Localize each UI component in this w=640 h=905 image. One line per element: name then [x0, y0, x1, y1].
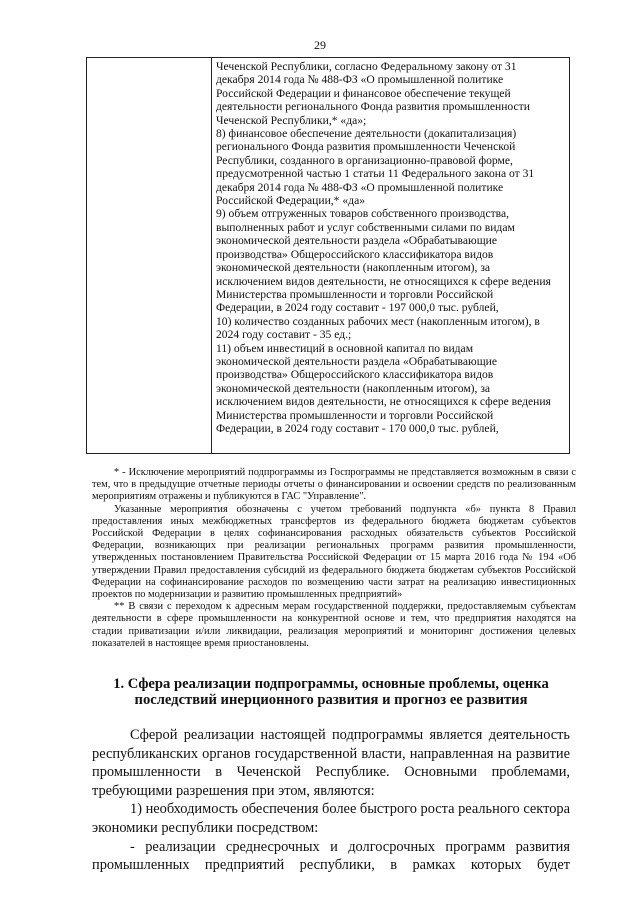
- table-text-line: регионального Фонда развития промышленности Чеченской: [216, 140, 516, 154]
- table-text-line: производства» Общероссийского классификатора видов: [216, 247, 494, 261]
- table-text-line: предусмотренной частью 1 статьи 11 Федерального закона от 31: [216, 167, 535, 181]
- table-text-line: 11) объем инвестиций в основной капитал по видам: [216, 341, 474, 355]
- table-text-line: экономической деятельности (накопленным итогом), за: [216, 261, 491, 275]
- table-text-line: Министерства промышленности и торговли Российской: [216, 408, 494, 422]
- table-text-line: Министерства промышленности и торговли Российской: [216, 287, 494, 301]
- table-text-line: исключением видов деятельности, не относящихся к сфере ведения: [216, 274, 551, 288]
- table-text-line: выполненных работ и услуг собственными силами по видам: [216, 220, 515, 234]
- table-text-line: исключением видов деятельности, не относящихся к сфере ведения: [216, 395, 551, 409]
- table-text-line: Федерации, в 2024 году составит - 197 000,0 тыс. рублей,: [216, 301, 499, 315]
- footnote-3: ** В связи с переходом к адресным мерам государственной поддержки, предоставляемым субъектам деятельности в сфере промышленности на конкурентной основе и тем, что предприятия находятся на стадии приватизации и/или ликвидации, реализация мероприятий и мониторинг достижения целевых показателей в настоящее время приостановлены.: [92, 601, 576, 649]
- table-text-line: Чеченской Республики,* «да»;: [216, 113, 367, 127]
- footnote-2: Указанные мероприятия обозначены с учетом требований подпункта «б» пункта 8 Правил предоставления иных межбюджетных трансфертов из федерального бюджета бюджетам субъектов Российской Федерации в целях софинансирования расходных обязательств субъектов Российской Федерации, возникающих при реализации региональных программ развития промышленности, утвержденных постановлением Правительства Российской Федерации от 15 марта 2016 года № 194 «Об утверждении Правил предоставления субсидий из федерального бюджета бюджетам субъектов Российской Федерации на софинансирование расходов по возмещению части затрат на реализацию инвестиционных проектов по модернизации и развитию промышленных предприятий»: [92, 503, 576, 601]
- table-text-line: Российской Федерации,* «да»: [216, 194, 366, 208]
- table-text-line: Российской Федерации и финансовое обеспечение текущей: [216, 86, 511, 100]
- table-text-line: производства» Общероссийского классификатора видов: [216, 368, 494, 382]
- table-text-line: декабря 2014 года № 488-ФЗ «О промышленной политике: [216, 73, 504, 87]
- table-text-line: экономической деятельности раздела «Обрабатывающие: [216, 234, 497, 248]
- body-paragraph-2: 1) необходимость обеспечения более быстрого роста реального сектора экономики республики посредством:: [92, 801, 570, 836]
- table-text-line: экономической деятельности раздела «Обрабатывающие: [216, 354, 497, 368]
- indicators-table: [86, 57, 570, 454]
- table-text-line: декабря 2014 года № 488-ФЗ «О промышленной политике: [216, 180, 504, 194]
- body-paragraph-1: Сферой реализации настоящей подпрограммы является деятельность республиканских органов государственной власти, направленная на развитие промышленности в Чеченской Республике. Основными проблемами, требующими разрешения при этом, являются:: [92, 727, 570, 799]
- table-text-line: 10) количество созданных рабочих мест (накопленным итогом), в: [216, 314, 540, 328]
- footnote-1: * - Исключение мероприятий подпрограммы из Госпрограммы не представляется возможным в связи с тем, что в предыдущие отчетные периоды отчеты о финансировании и освоении средств по реализованным мероприятиям отражены и публикуются в ГАС "Управление".: [92, 467, 576, 503]
- table-text-line: деятельности регионального Фонда развития промышленности: [216, 100, 530, 114]
- table-text-line: Федерации, в 2024 году составит - 170 000,0 тыс. рублей,: [216, 421, 499, 435]
- body-text: [92, 726, 570, 875]
- table-text-line: Республики, созданного в организационно-правовой форме,: [216, 153, 513, 167]
- section-heading: [92, 676, 570, 709]
- table-text-line: экономической деятельности (накопленным итогом), за: [216, 381, 491, 395]
- table-text-line: 2024 году составит - 35 ед.;: [216, 328, 352, 342]
- footnotes: [92, 467, 576, 650]
- table-cell-text: [216, 60, 566, 435]
- table-column-divider: [211, 58, 212, 453]
- body-paragraph-3: - реализации среднесрочных и долгосрочных программ развития промышленных предприятий республики, в рамках которых будет: [92, 838, 570, 874]
- table-text-line: 8) финансовое обеспечение деятельности (докапитализация): [216, 127, 517, 141]
- table-text-line: Чеченской Республики, согласно Федеральному закону от 31: [216, 60, 517, 73]
- section-heading-line-1: 1. Сфера реализации подпрограммы, основные проблемы, оценка: [113, 676, 549, 692]
- page-number: 29: [314, 38, 326, 52]
- table-text-line: 9) объем отгруженных товаров собственного производства,: [216, 207, 510, 221]
- section-heading-line-2: последствий инерционного развития и прогноз ее развития: [134, 692, 528, 709]
